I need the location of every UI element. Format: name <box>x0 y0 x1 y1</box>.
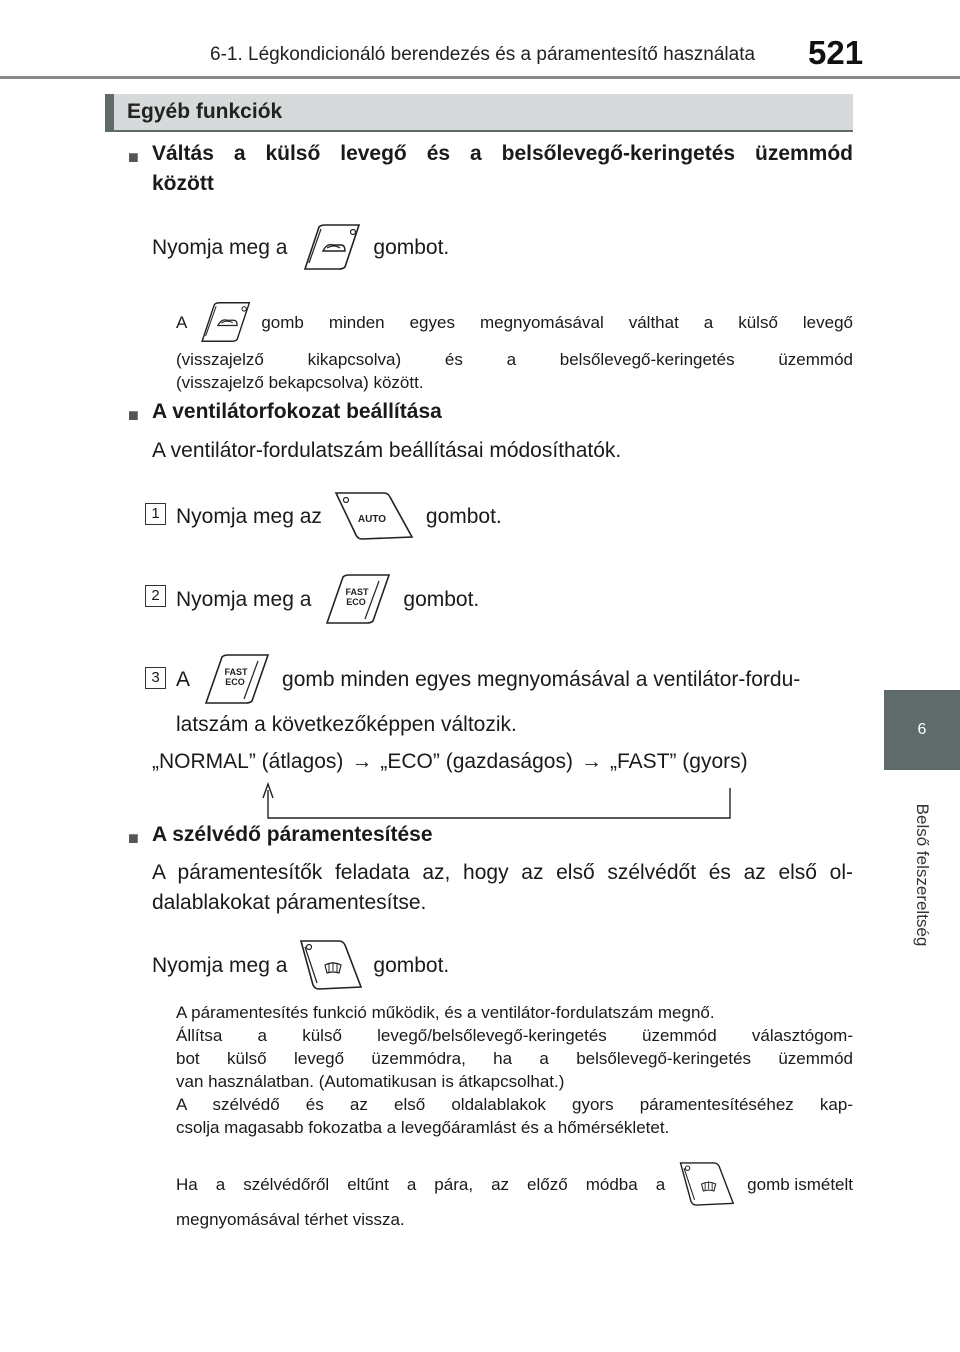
fan-step-3 <box>176 652 800 706</box>
defog-note-line: bot külső levegő üzemmódra, ha a belsőlevegő-keringetés üzemmód <box>176 1049 853 1068</box>
step2-before: Nyomja meg a <box>176 587 312 611</box>
defog-return-line1 <box>176 1160 853 1208</box>
auto-button-label: AUTO <box>357 514 386 525</box>
defog-instruction <box>152 938 449 992</box>
fan-heading: A ventilátorfokozat beállítása <box>152 400 442 423</box>
cycle-eco: „ECO” (gazdaságos) <box>380 750 573 773</box>
recirc-instruction <box>152 222 449 272</box>
arrow-right-icon: → <box>351 750 373 773</box>
fan-intro: A ventilátor-fordulatszám beállításai módosíthatók. <box>152 439 622 462</box>
defog-return-before: Ha a szélvédőről eltűnt a pára, az előző módba a <box>176 1174 666 1194</box>
step-number-3: 3 <box>145 667 166 689</box>
step-number-2: 2 <box>145 585 166 607</box>
page-number: 521 <box>808 34 864 71</box>
defog-note-line: A szélvédő és az első oldalablakok gyors páramentesítéséhez kap- <box>176 1095 853 1114</box>
bullet-icon: ■ <box>128 405 139 425</box>
section-title: Egyéb funkciók <box>127 100 283 123</box>
recirc-heading-line1: Váltás a külső levegő és a belsőlevegő-keringetés üzemmód <box>152 142 853 165</box>
fast-eco-label-eco: ECO <box>225 677 245 687</box>
section-accent <box>105 94 114 130</box>
recirc-note-start: A <box>176 312 188 332</box>
fast-eco-button-icon <box>321 573 393 625</box>
bullet-icon: ■ <box>128 147 139 167</box>
defog-note-line: van használatban. (Automatikusan is átkapcsolhat.) <box>176 1072 565 1091</box>
cycle-fast: „FAST” (gyors) <box>609 750 748 773</box>
recirc-press-after: gombot. <box>373 235 450 259</box>
recirc-heading-line2: között <box>152 172 214 195</box>
defog-intro-line1: A páramentesítők feladata az, hogy az első szélvédőt és az első ol- <box>152 861 853 884</box>
section-divider <box>105 130 853 132</box>
step3-after: gomb minden egyes megnyomásával a ventilátor-fordu- <box>282 667 801 691</box>
defroster-button-icon <box>297 939 363 991</box>
chapter-tab-label-text: Belső felszereltség <box>913 803 932 947</box>
fan-mode-cycle <box>152 747 748 776</box>
fan-step-1 <box>176 490 502 542</box>
recirc-note-line3: (visszajelző bekapcsolva) között. <box>176 373 424 392</box>
arrow-right-icon: → <box>580 750 602 773</box>
cycle-return-arrow-icon <box>250 780 750 824</box>
section-header <box>105 94 853 130</box>
defog-press-after: gombot. <box>373 953 450 977</box>
step1-after: gombot. <box>425 504 502 528</box>
defroster-button-small-icon <box>677 1161 735 1207</box>
step1-before: Nyomja meg az <box>176 504 322 528</box>
fast-eco-button-icon <box>200 653 272 705</box>
chapter-tab-number: 6 <box>917 721 927 738</box>
cycle-normal: „NORMAL” (átlagos) <box>152 750 344 773</box>
defog-return-after: gomb ismételt <box>747 1174 853 1194</box>
bullet-icon: ■ <box>128 828 139 848</box>
chapter-title: 6-1. Légkondicionáló berendezés és a páramentesítő használata <box>210 44 756 65</box>
recirc-button-icon <box>297 223 363 271</box>
recirc-press-before: Nyomja meg a <box>152 235 288 259</box>
step3-before: A <box>176 667 191 691</box>
defog-intro-line2: dalablakokat páramentesítse. <box>152 891 427 914</box>
chapter-tab <box>884 690 960 770</box>
fan-step-2 <box>176 572 479 626</box>
defog-note-line: csolja magasabb fokozatba a levegőáramlást és a hőmérsékletet. <box>176 1118 670 1137</box>
defog-note-line: A páramentesítés funkció működik, és a ventilátor-fordulatszám megnő. <box>176 1003 715 1022</box>
chapter-tab-label <box>884 790 960 960</box>
fast-eco-label-fast: FAST <box>224 667 248 677</box>
step-number-1: 1 <box>145 503 166 525</box>
fast-eco-label-fast: FAST <box>345 587 369 597</box>
recirc-note-line2: (visszajelző kikapcsolva) és a belsőlevegő-keringetés üzemmód <box>176 350 853 369</box>
header-divider <box>0 76 960 79</box>
recirc-note-line1-text: gomb minden egyes megnyomásával válthat a külső levegő <box>261 312 853 332</box>
recirc-button-small-icon <box>195 301 253 343</box>
fan-step-3-continued: latszám a következőképpen változik. <box>176 713 517 736</box>
defog-note-line: Állítsa a külső levegő/belsőlevegő-keringetés üzemmód választógom- <box>176 1026 853 1045</box>
defog-return-line2: megnyomásával térhet vissza. <box>176 1210 405 1229</box>
step2-after: gombot. <box>403 587 480 611</box>
auto-button-icon <box>332 491 416 541</box>
recirc-note-line1 <box>176 300 853 344</box>
defog-heading: A szélvédő páramentesítése <box>152 823 433 846</box>
fast-eco-label-eco: ECO <box>346 597 367 607</box>
defog-press-before: Nyomja meg a <box>152 953 288 977</box>
defog-notes <box>176 1001 853 1139</box>
